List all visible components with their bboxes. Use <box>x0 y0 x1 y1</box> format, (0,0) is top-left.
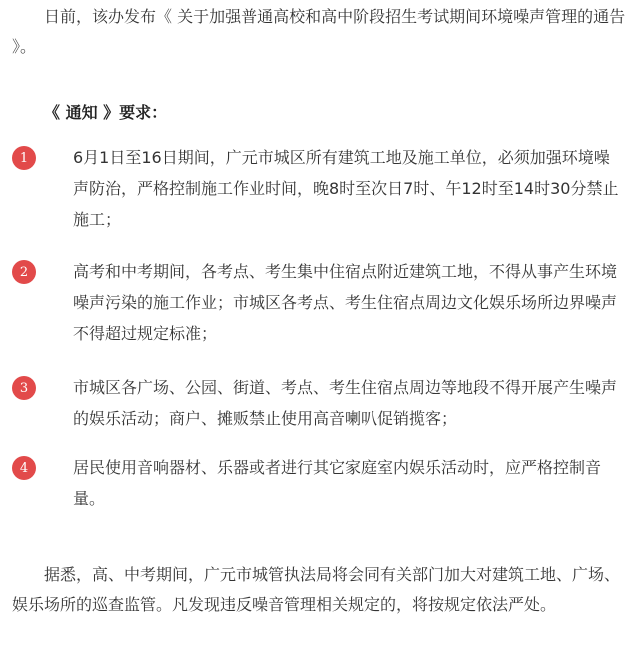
list-item-text: 6月1日至16日期间，广元市城区所有建筑工地及施工单位，必须加强环境噪声防治，严格控制施工作业时间，晚8时至次日7时、午12时至14时30分禁止施工； <box>73 148 619 229</box>
number-badge-4: 4 <box>12 456 36 480</box>
closing-paragraph: 据悉，高、中考期间，广元市城管执法局将会同有关部门加大对建筑工地、广场、娱乐场所的巡查监管。凡发现违反噪音管理相关规定的，将按规定依法严处。 <box>12 565 621 614</box>
intro-paragraph: 日前，该办发布《 关于加强普通高校和高中阶段招生考试期间环境噪声管理的通告 》。 <box>12 7 626 56</box>
list-item-text: 市城区各广场、公园、街道、考点、考生住宿点周边等地段不得开展产生噪声的娱乐活动；商户、摊贩禁止使用高音喇叭促销揽客； <box>73 378 618 428</box>
number-badge-3: 3 <box>12 376 36 400</box>
list-item-text: 高考和中考期间，各考点、考生集中住宿点附近建筑工地，不得从事产生环境噪声污染的施工作业；市城区各考点、考生住宿点周边文化娱乐场所边界噪声不得超过规定标准； <box>73 262 618 343</box>
number-badge-2: 2 <box>12 260 36 284</box>
list-item-text: 居民使用音响器材、乐器或者进行其它家庭室内娱乐活动时，应严格控制音量。 <box>73 458 602 508</box>
section-heading: 《 通知 》要求： <box>44 103 168 122</box>
number-badge-1: 1 <box>12 146 36 170</box>
